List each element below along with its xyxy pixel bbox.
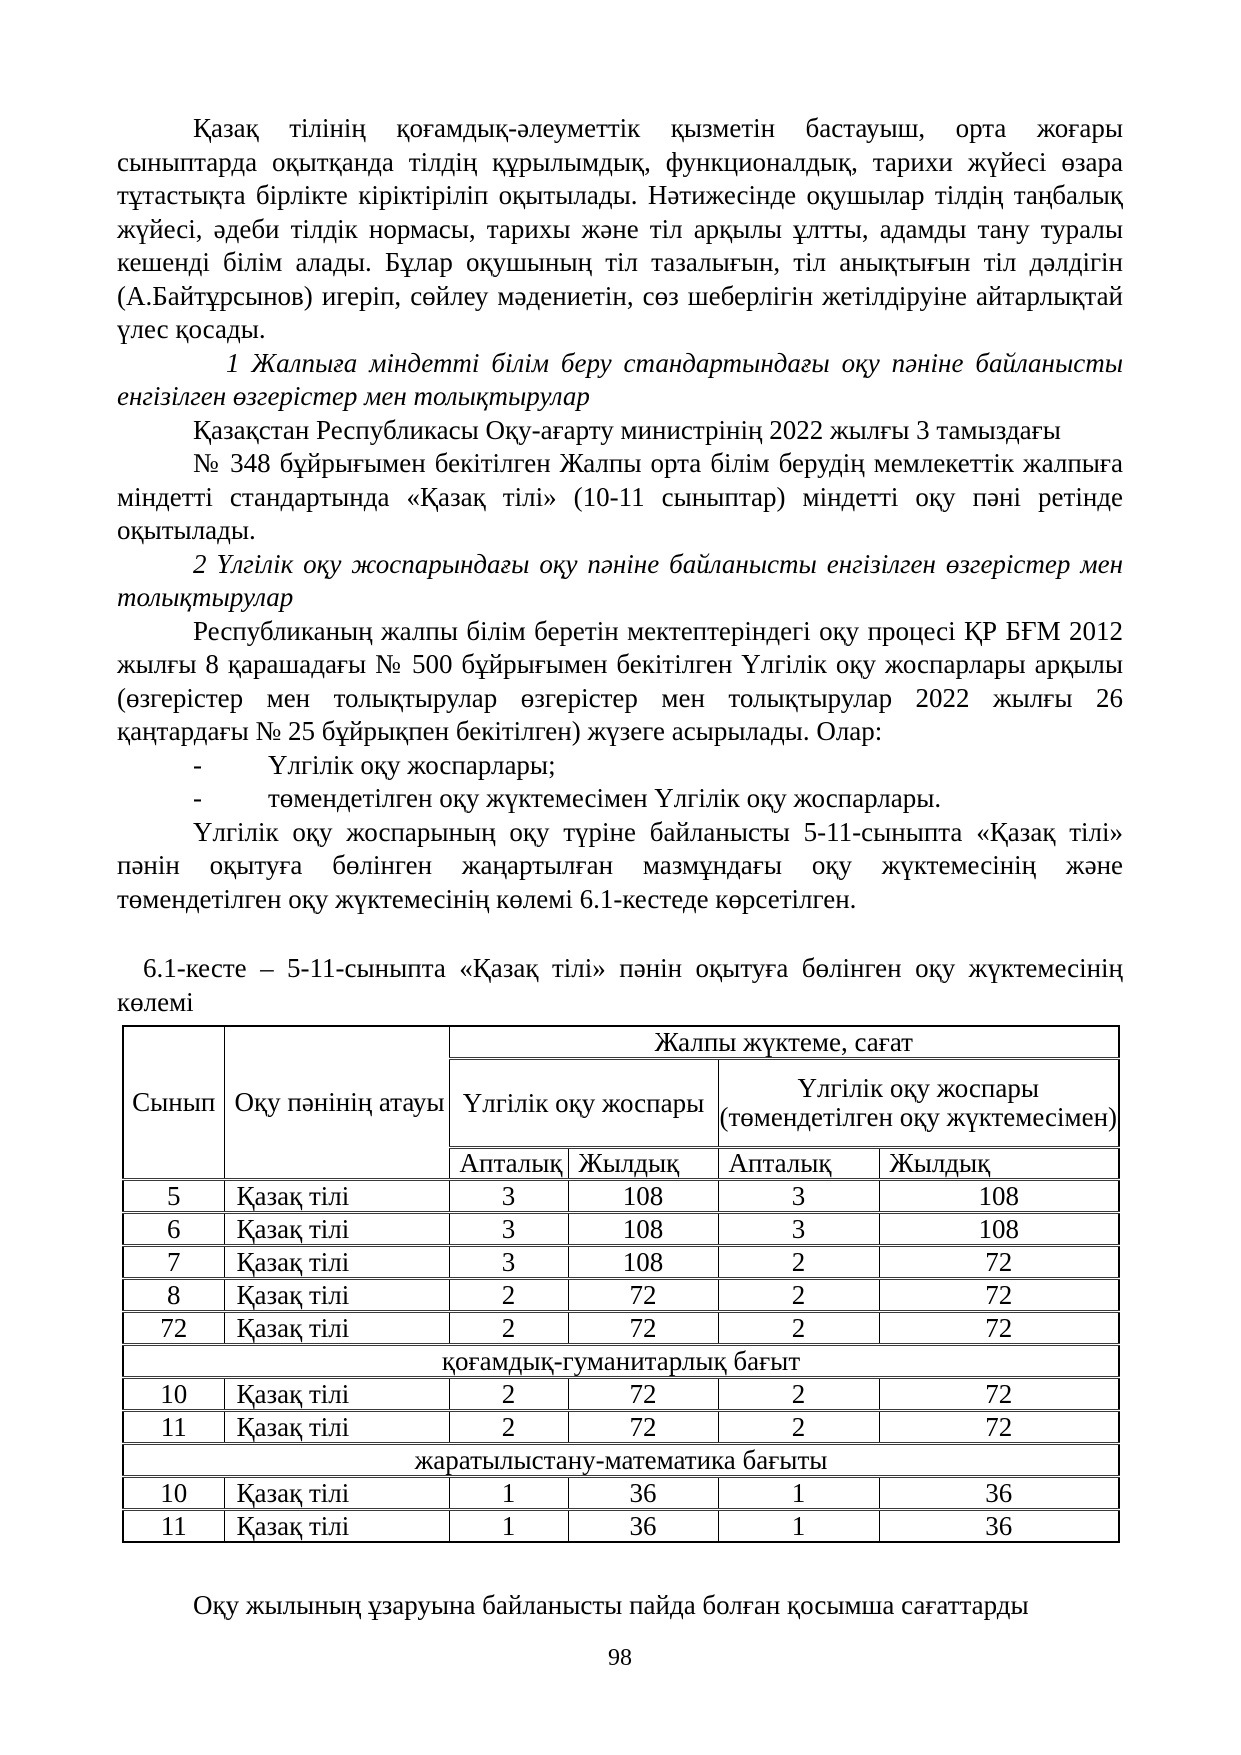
cell-yearly-2: 72: [879, 1411, 1119, 1444]
heading-section-1: 1 Жалпыға міндетті білім беру стандартындағы оқу пәніне байланысты енгізілген өзгерістер мен толықтырулар: [117, 347, 1123, 411]
cell-yearly-2: 108: [879, 1213, 1119, 1246]
header-cell-yearly-2: Жылдық: [879, 1148, 1119, 1180]
header-cell-total-load: Жалпы жүктеме, сағат: [449, 1026, 1119, 1059]
cell-yearly-2: 36: [879, 1510, 1119, 1543]
list-item-text: төмендетілген оқу жүктемесімен Үлгілік оқу жоспарлары.: [268, 783, 942, 813]
cell-weekly-2: 2: [718, 1312, 879, 1345]
cell-weekly-1: 2: [449, 1378, 568, 1411]
cell-subject: Қазақ тілі: [224, 1510, 449, 1543]
cell-weekly-2: 3: [718, 1180, 879, 1213]
cell-class: 72: [123, 1312, 224, 1345]
cell-weekly-2: 2: [718, 1411, 879, 1444]
table-row: [123, 1312, 1119, 1345]
cell-yearly-2: 72: [879, 1312, 1119, 1345]
cell-yearly-1: 72: [568, 1312, 718, 1345]
paragraph-order-500: Республиканың жалпы білім беретін мектептеріндегі оқу процесі ҚР БҒМ 2012 жылғы 8 қарашадағы № 500 бұйрығымен бекітілген Үлгілік оқу жоспарлары арқылы (өзгерістер мен толықтырулар өзгерістер мен толықтырулар 2022 жылғы 26 қаңтардағы № 25 бұйрықпен бекітілген) жүзеге асырылады. Олар:: [117, 615, 1123, 746]
paragraph-ministry-order: Қазақстан Республикасы Оқу-ағарту министрінің 2022 жылғы 3 тамыздағы: [193, 414, 1061, 445]
table-row: [123, 1246, 1119, 1279]
heading-section-2: 2 Үлгілік оқу жоспарындағы оқу пәніне байланысты енгізілген өзгерістер мен толықтырулар: [117, 548, 1123, 612]
page-number: 98: [608, 1644, 632, 1671]
cell-yearly-1: 72: [568, 1279, 718, 1312]
cell-weekly-1: 2: [449, 1411, 568, 1444]
cell-weekly-1: 3: [449, 1180, 568, 1213]
cell-yearly-1: 72: [568, 1378, 718, 1411]
paragraph-table-intro: Үлгілік оқу жоспарының оқу түріне байланысты 5-11-сыныпта «Қазақ тілі» пәнін оқытуға бөлінген жаңартылған мазмұндағы оқу жүктемесінің және төмендетілген оқу жүктемесінің көлемі 6.1-кестеде көрсетілген.: [117, 816, 1123, 914]
table-row: [123, 1378, 1119, 1411]
cell-yearly-2: 36: [879, 1477, 1119, 1510]
cell-subject: Қазақ тілі: [224, 1180, 449, 1213]
cell-yearly-1: 108: [568, 1213, 718, 1246]
cell-class: 11: [123, 1411, 224, 1444]
cell-weekly-2: 3: [718, 1213, 879, 1246]
paragraph-closing: Оқу жылының ұзаруына байланысты пайда болған қосымша сағаттарды: [193, 1590, 1029, 1620]
cell-yearly-2: 72: [879, 1279, 1119, 1312]
list-item: [117, 782, 1123, 816]
cell-class: 5: [123, 1180, 224, 1213]
cell-class: 10: [123, 1378, 224, 1411]
load-table: [122, 1025, 1120, 1543]
section-row: [123, 1444, 1119, 1477]
list-item: [117, 749, 1123, 783]
header-cell-weekly-1: Апталық: [449, 1148, 568, 1180]
paragraph-intro: Қазақ тілінің қоғамдық-әлеуметтік қызметін бастауыш, орта жоғары сыныптарда оқытқанда тілдің құрылымдық, функционалдық, тарихи жүйесі өзара тұтастықта бірлікте кіріктіріліп оқытылады. Нәтижесінде оқушылар тілдің таңбалық жүйесі, әдеби тілдік нормасы, тарихы және тіл арқылы ұлтты, адамды тану туралы кешенді білім алады. Бұлар оқушының тіл тазалығын, тіл анықтығын тіл дәлдігін (А.Байтұрсынов) игеріп, сөйлеу мәдениетін, сөз шеберлігін жетілдіруіне айтарлықтай үлес қосады.: [117, 113, 1123, 344]
cell-weekly-2: 1: [718, 1477, 879, 1510]
section-row: [123, 1345, 1119, 1378]
cell-class: 10: [123, 1477, 224, 1510]
cell-weekly-2: 1: [718, 1510, 879, 1543]
cell-weekly-1: 3: [449, 1246, 568, 1279]
cell-subject: Қазақ тілі: [224, 1213, 449, 1246]
header-cell-weekly-2: Апталық: [718, 1148, 879, 1180]
header-cell-yearly-1: Жылдық: [568, 1148, 718, 1180]
table-row: [123, 1411, 1119, 1444]
cell-class: 6: [123, 1213, 224, 1246]
table-header-row-1: [123, 1026, 1119, 1059]
cell-yearly-1: 108: [568, 1180, 718, 1213]
header-cell-class: Сынып: [123, 1026, 224, 1180]
cell-weekly-2: 2: [718, 1378, 879, 1411]
table-row: [123, 1279, 1119, 1312]
cell-weekly-1: 2: [449, 1312, 568, 1345]
cell-yearly-2: 108: [879, 1180, 1119, 1213]
header-cell-plan: Үлгілік оқу жоспары: [449, 1059, 718, 1148]
cell-yearly-1: 72: [568, 1411, 718, 1444]
cell-subject: Қазақ тілі: [224, 1312, 449, 1345]
list-dash: -: [193, 783, 202, 813]
header-cell-subject: Оқу пәнінің атауы: [224, 1026, 449, 1180]
cell-weekly-2: 2: [718, 1279, 879, 1312]
cell-subject: Қазақ тілі: [224, 1411, 449, 1444]
cell-subject: Қазақ тілі: [224, 1477, 449, 1510]
cell-weekly-2: 2: [718, 1246, 879, 1279]
section-label: қоғамдық-гуманитарлық бағыт: [123, 1345, 1119, 1378]
cell-yearly-1: 36: [568, 1477, 718, 1510]
table-caption: 6.1-кесте – 5-11-сыныпта «Қазақ тілі» пәнін оқытуға бөлінген оқу жүктемесінің көлемі: [117, 953, 1123, 1017]
cell-yearly-1: 108: [568, 1246, 718, 1279]
table-row: [123, 1510, 1119, 1543]
table-row: [123, 1180, 1119, 1213]
cell-weekly-1: 1: [449, 1477, 568, 1510]
list-dash: -: [193, 749, 202, 780]
cell-yearly-1: 36: [568, 1510, 718, 1543]
cell-class: 11: [123, 1510, 224, 1543]
cell-class: 8: [123, 1279, 224, 1312]
table-row: [123, 1213, 1119, 1246]
cell-weekly-1: 1: [449, 1510, 568, 1543]
cell-weekly-1: 2: [449, 1279, 568, 1312]
section-label: жаратылыстану-математика бағыты: [123, 1444, 1119, 1477]
cell-subject: Қазақ тілі: [224, 1378, 449, 1411]
cell-weekly-1: 3: [449, 1213, 568, 1246]
header-cell-plan-reduced: Үлгілік оқу жоспары (төмендетілген оқу жүктемесімен): [718, 1059, 1119, 1148]
cell-subject: Қазақ тілі: [224, 1246, 449, 1279]
cell-subject: Қазақ тілі: [224, 1279, 449, 1312]
list-item-text: Үлгілік оқу жоспарлары;: [268, 749, 556, 780]
cell-class: 7: [123, 1246, 224, 1279]
table-row: [123, 1477, 1119, 1510]
cell-yearly-2: 72: [879, 1378, 1119, 1411]
paragraph-order-348: № 348 бұйрығымен бекітілген Жалпы орта білім берудің мемлекеттік жалпыға міндетті стандартында «Қазақ тілі» (10-11 сыныптар) міндетті оқу пәні ретінде оқытылады.: [117, 448, 1123, 545]
cell-yearly-2: 72: [879, 1246, 1119, 1279]
